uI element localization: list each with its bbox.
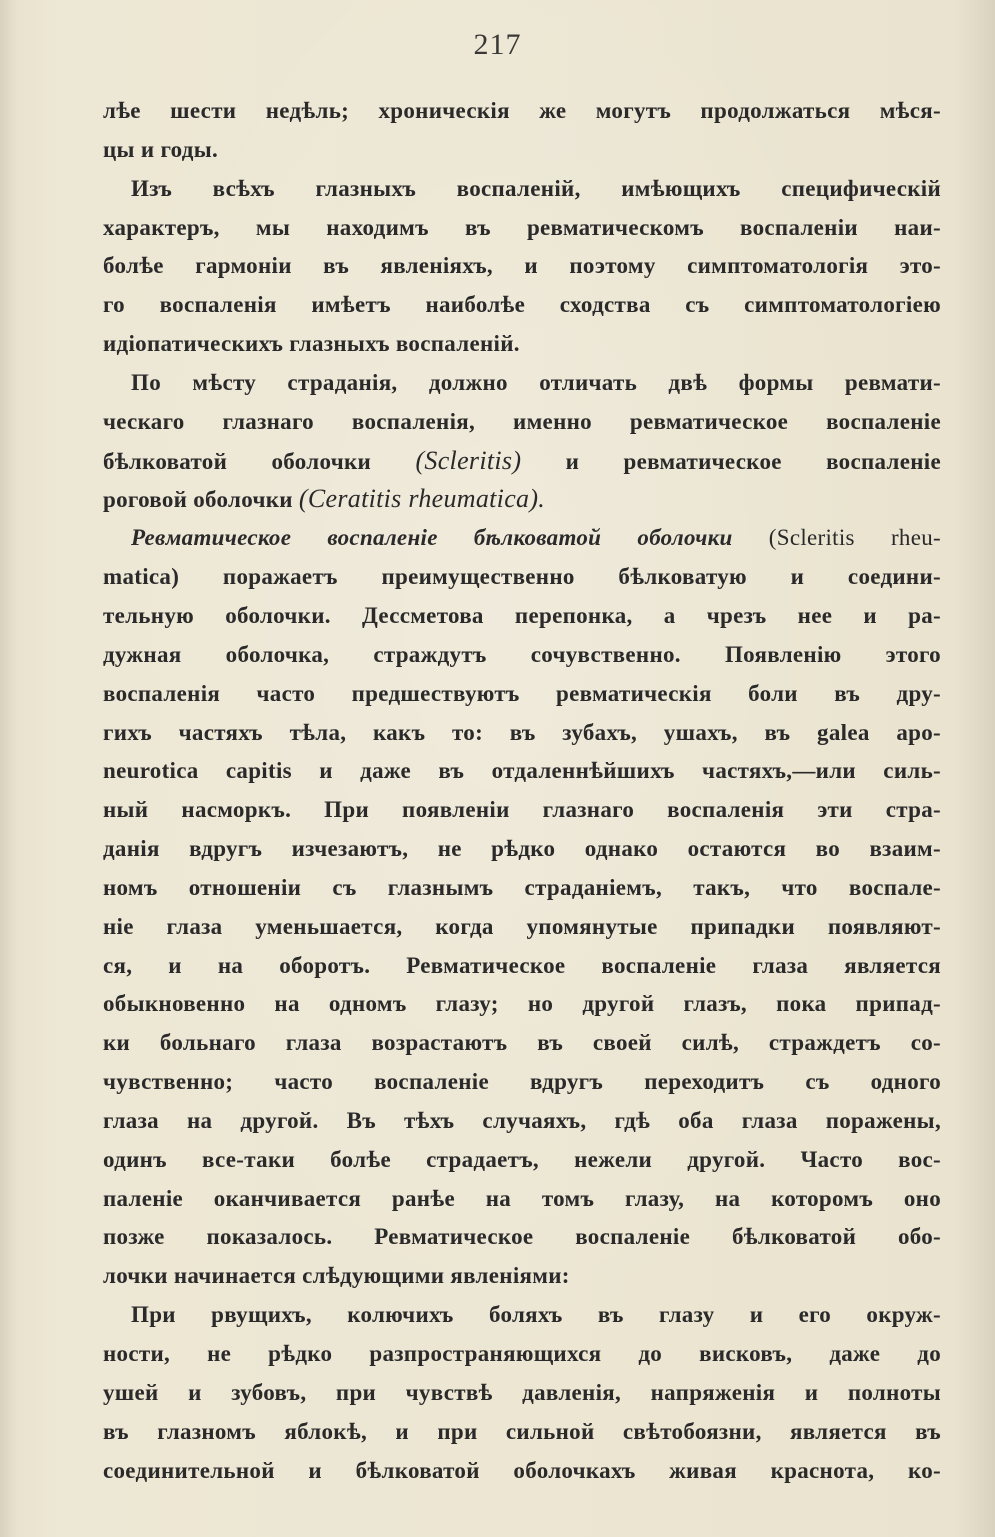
text-line: ніе глаза уменьшается, когда упомянутые припадки появляют- [103,913,941,939]
text-line: обыкновенно на одномъ глазу; но другой глазъ, пока припад- [103,991,941,1017]
text-line: болѣе гармоніи въ явленіяхъ, и поэтому симптоматологія это- [103,253,941,279]
text-line: глаза на другой. Въ тѣхъ случаяхъ, гдѣ оба глаза поражены, [103,1107,941,1133]
text-line: соединительной и бѣлковатой оболочкахъ живая краснота, ко- [103,1457,941,1483]
text-line: идіопатическихъ глазныхъ воспаленій. [103,331,520,357]
page-number: 217 [473,28,522,61]
paragraph-first-line: Изъ всѣхъ глазныхъ воспаленій, имѣющихъ специфическій [131,175,941,201]
text-line: данія вдругъ изчезаютъ, не рѣдко однако остаются во взаим- [103,836,941,862]
text-line: ческаго глазнаго воспаленія, именно ревматическое воспаленіе [103,408,941,434]
text-line: чувственно; часто воспаленіе вдругъ переходитъ съ одного [103,1069,941,1095]
section-heading-italic: Ревматическое воспаленіе бѣлковатой оболочки [131,525,733,551]
text-line: тельную оболочки. Десcметова перепонка, а чрезъ нее и ра- [103,602,941,628]
text-line: лочки начинается слѣдующими явленіями: [103,1263,570,1289]
latin-term: (Ceratitis rheumatica). [298,484,546,514]
text-line: дужная оболочка, страждутъ сочувственно. Появленію этого [103,641,941,667]
text-line: паленіе оканчивается ранѣе на томъ глазу, на которомъ оно [103,1185,941,1211]
text-line: го воспаленія имѣетъ наиболѣе сходства съ симптоматологіею [103,292,941,318]
text-line: воспаленія часто предшествуютъ ревматическія боли въ дру- [103,680,941,706]
text-line: ся, и на оборотъ. Ревматическое воспаленіе глаза является [103,952,941,978]
text-line: позже показалось. Ревматическое воспаленіе бѣлковатой обо- [103,1224,941,1250]
latin-term: (Scleritis rheu- [768,525,941,551]
text-line [103,480,941,519]
text-line: цы и годы. [103,136,219,162]
text-line: ный насморкъ. При появленіи глазнаго воспаленія эти стра- [103,797,941,823]
text-line: номъ отношеніи съ глазнымъ страданіемъ, такъ, что воспале- [103,874,941,900]
text-fragment: роговой оболочки [103,487,293,513]
paragraph-first-line: При рвущихъ, колючихъ боляхъ въ глазу и его окруж- [131,1302,941,1328]
text-line: характеръ, мы находимъ въ ревматическомъ воспаленіи наи- [103,214,941,240]
text-fragment: и ревматическое воспаленіе [565,448,941,474]
text-line: ки больнаго глаза возрастаютъ въ своей силѣ, страждетъ со- [103,1030,941,1056]
text-line [103,442,941,481]
text-fragment: бѣлковатой оболочки [103,448,372,474]
page-body-text [103,92,941,1490]
text-line: въ глазномъ яблокѣ, и при сильной свѣтобоязни, является въ [103,1418,941,1444]
text-line: ушей и зубовъ, при чувствѣ давленія, напряженія и полноты [103,1379,941,1405]
paragraph-first-line [103,519,941,558]
text-line: одинъ все-таки болѣе страдаетъ, нежели другой. Часто вос- [103,1146,941,1172]
paragraph-first-line: По мѣсту страданія, должно отличать двѣ формы ревмати- [131,369,941,395]
text-line: neurotica capitis и даже въ отдаленнѣйшихъ частяхъ,—или силь- [103,758,941,784]
text-line: лѣе шести недѣль; хроническія же могутъ продолжаться мѣся- [103,98,941,123]
text-line: ности, не рѣдко разпространяющихся до висковъ, даже до [103,1341,941,1366]
latin-term: (Scleritis) [415,445,522,475]
text-line: гихъ частяхъ тѣла, какъ то: въ зубахъ, ушахъ, въ galea apo- [103,719,941,745]
text-line: matica) поражаетъ преимущественно бѣлковатую и соедини- [103,564,941,590]
